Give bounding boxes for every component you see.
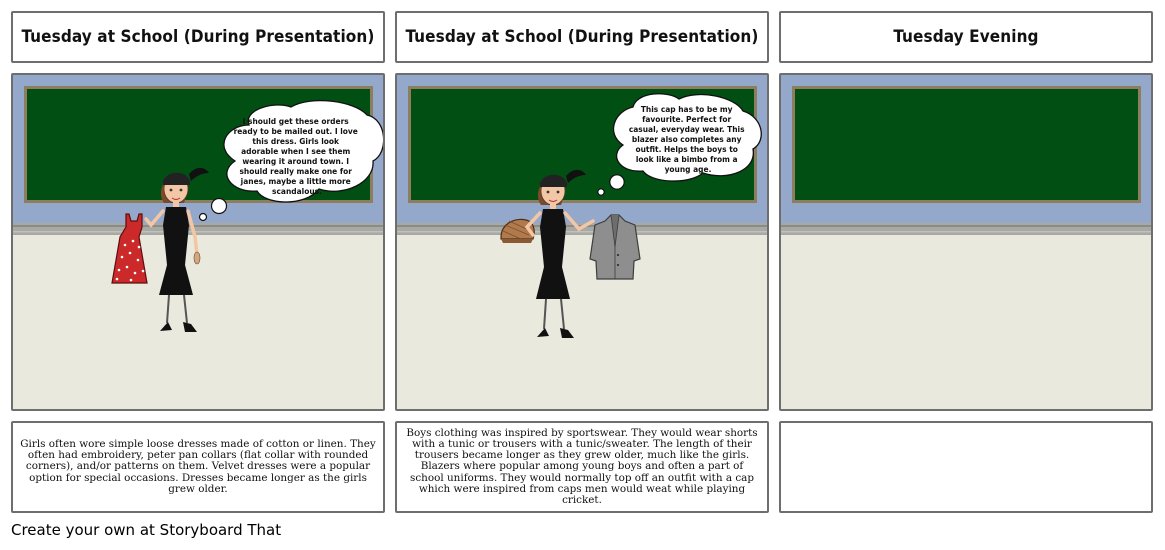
chalkboard [792,86,1141,203]
bubble-line: outfit. Helps the boys to [635,144,738,154]
bubble-line: adorable when I see them [241,146,351,156]
bubble-line: this dress. Girls look [252,136,340,146]
panel-3-title: Tuesday Evening [893,27,1039,47]
bubble-line: blazer also completes any [631,134,742,144]
bubble-line: look like a bimbo from a [635,154,738,164]
panel-2-title-box [395,11,769,63]
bubble-line: casual, everyday wear. This [628,124,745,134]
panel-1-scene-art [13,75,383,409]
panel-2-description-box [395,421,769,513]
panel-2-scene [395,73,769,411]
panel-1-scene [11,73,385,411]
panel-1-bubble-text [234,116,361,196]
bubble-line: This cap has to be my [640,104,733,114]
bubble-line: wearing it around town. I [242,156,350,166]
footer-credit-link[interactable]: Create your own at Storyboard That [11,521,282,539]
bubble-line: scandalous. [272,186,322,196]
panel-3-description-box [779,421,1153,513]
panel-2-description: Boys clothing was inspired by sportswear. They would wear shorts with a tunic or trousers with a tunic/sweater. The length of their trousers became longer as they grew older, much like the girls. Blazers where popular among young boys and often a part of school uniforms. They would normally top off an outfit with a cap which were inspired from caps men would weat while playing cricket. [406,427,758,506]
panel-1-title-box [11,11,385,63]
bubble-line: should really make one for [239,166,352,176]
panel-2-title: Tuesday at School (During Presentation) [405,27,759,47]
blazer-icon [590,215,640,279]
panel-3-scene [779,73,1153,411]
bubble-line: I should get these orders [242,116,349,126]
panel-1-description-box [11,421,385,513]
panel-1-description: Girls often wore simple loose dresses made of cotton or linen. They often had embroidery, peter pan collars (flat collar with rounded corners), and/or patterns on them. Velvet dresses were a popular option for special occasions. Dresses became longer as the girls grew older. [20,438,376,495]
bubble-line: favourite. Perfect for [642,114,732,124]
panel-3-scene-art [781,75,1151,409]
bubble-line: janes, maybe a little more [240,176,351,186]
panel-2-scene-art [397,75,767,409]
bubble-line: ready to be mailed out. I love [233,126,358,136]
panel-3-title-box [779,11,1153,63]
panel-1-title: Tuesday at School (During Presentation) [21,27,375,47]
bubble-line: young age. [664,164,712,174]
panel-2-bubble-text [629,104,747,174]
